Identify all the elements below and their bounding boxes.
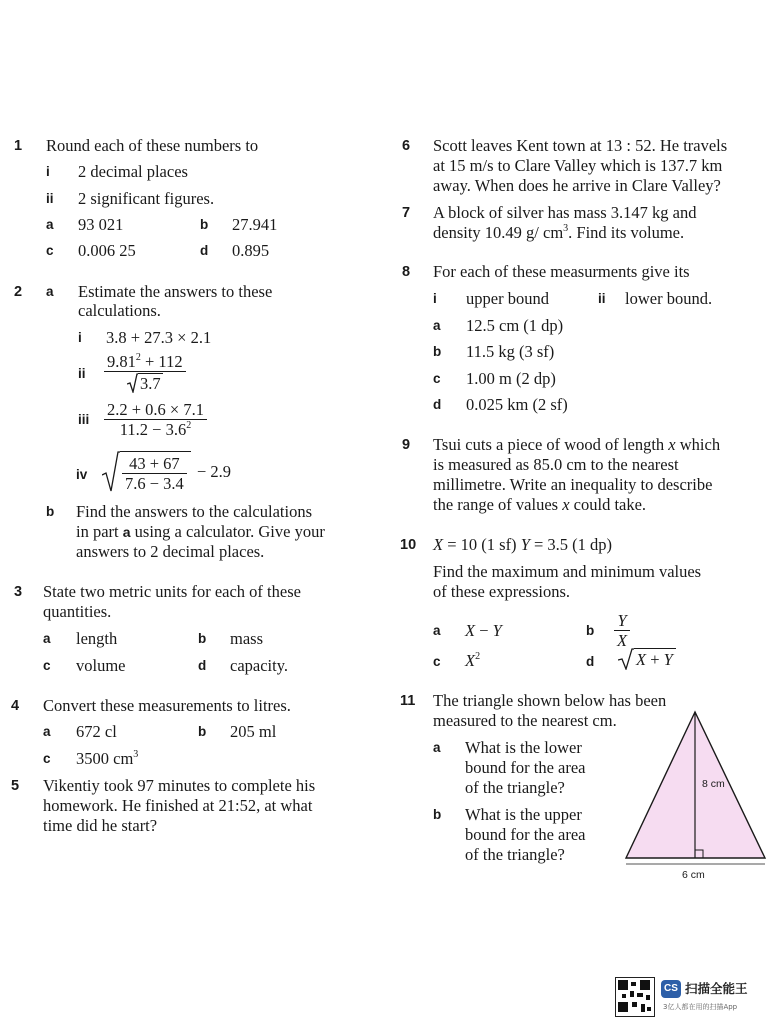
q1-part-ii-text: 2 significant figures. [78,189,215,208]
q3-d-label: d [198,658,207,673]
q10-b-label: b [586,623,595,638]
q10-a-expression: X − Y [465,621,502,640]
question-1-text: Round each of these numbers to [46,136,259,155]
q10-a-label: a [433,623,441,638]
q4-c-label: c [43,751,51,766]
q1-b-value: 27.941 [232,215,278,234]
watermark-app-name: 扫描全能王 [685,981,748,996]
q8-a-label: a [433,318,441,333]
question-9-text-line-2: is measured as 85.0 cm to the nearest [433,455,679,474]
q2-part-ii-fraction [104,352,186,393]
q1-part-i-text: 2 decimal places [78,162,188,181]
question-11-text-line-1: The triangle shown below has been [433,691,667,710]
question-5-number: 5 [11,778,20,794]
q2-b-text-line-3: answers to 2 decimal places. [76,542,265,561]
q8-d-value: 0.025 km (2 sf) [466,395,568,414]
q2-iv-numerator: 43 + 67 [122,454,187,474]
q2-a-label: a [46,284,54,299]
q3-b-label: b [198,631,207,646]
q1-d-label: d [200,243,209,258]
radical-sign-icon [618,648,634,670]
question-7-text-line-2: density 10.49 g/ $cm^3$. Find its volume. [433,223,685,242]
question-9-text-line-1: Tsui cuts a piece of wood of length x which [433,435,721,454]
question-9-text-line-4: the range of values x could take. [433,495,647,514]
q11-a-text-line-1: What is the lower [465,738,582,757]
q8-c-value: 1.00 m (2 dp) [466,369,556,388]
q3-a-value: length [76,629,118,648]
q2-ii-numerator-base: 9.81 [107,352,136,371]
q2-ii-numerator-tail: + 112 [140,352,183,371]
q2-a-text-line-2: calculations. [78,301,161,320]
q10-d-label: d [586,654,595,669]
q1-d-value: 0.895 [232,241,270,260]
question-4-text: Convert these measurements to litres. [43,696,291,715]
question-10-text-line-2: of these expressions. [433,582,571,601]
q11-a-label: a [433,740,441,755]
question-5-text-line-2: homework. He finished at 21:52, at what [43,796,313,815]
q3-c-label: c [43,658,51,673]
question-11-number: 11 [400,693,416,709]
q10-b-expression: $\frac{Y}{X}$ [614,611,630,650]
q2-b-text-line-1: Find the answers to the calculations [76,502,312,521]
q2-ii-sqrt [127,373,163,393]
q2-iii-denominator: 11.2 − 3.6 [119,420,187,439]
q8-part-ii-label: ii [598,291,606,306]
q2-b-label: b [46,504,55,519]
q11-b-text-line-3: of the triangle? [465,845,565,864]
q4-b-value: 205 ml [230,722,277,741]
q2-part-i-label: i [78,330,82,345]
triangle-diagram [620,706,768,890]
q2-iii-denominator-exponent: 2 [186,420,192,431]
question-6-text-line-2: at 15 m/s to Clare Valley which is 137.7 km [433,156,723,175]
q10-c-label: c [433,654,441,669]
question-2-number: 2 [14,284,23,300]
q2-part-iii-fraction [104,400,207,439]
question-11-text-line-2: measured to the nearest cm. [433,711,617,730]
q2-part-iv-label: iv [76,467,88,482]
q8-b-label: b [433,344,442,359]
question-9-text-line-3: millimetre. Write an inequality to describe [433,475,713,494]
q8-part-i-label: i [433,291,437,306]
q1-a-label: a [46,217,54,232]
q2-iii-numerator: 2.2 + 0.6 × 7.1 [104,400,207,420]
q8-c-label: c [433,371,441,386]
q11-a-text-line-2: bound for the area [465,758,586,777]
q11-b-text-line-2: bound for the area [465,825,586,844]
q2-iv-denominator: 7.6 − 3.4 [125,474,184,493]
q1-c-value: 0.006 25 [78,241,136,260]
q8-part-ii-text: lower bound. [625,289,713,308]
q11-a-text-line-3: of the triangle? [465,778,565,797]
q1-b-label: b [200,217,209,232]
question-6-text-line-3: away. When does he arrive in Clare Valley? [433,176,721,195]
question-6-number: 6 [402,138,411,154]
question-4-number: 4 [11,698,20,714]
question-5-text-line-1: Vikentiy took 97 minutes to complete his [43,776,316,795]
q2-iv-tail: − 2.9 [196,462,231,481]
q4-b-label: b [198,724,207,739]
triangle-height-label: 8 cm [702,778,725,790]
question-5-text-line-3: time did he start? [43,816,158,835]
q2-iv-sqrt [102,451,191,493]
camscanner-logo-icon: CS [661,980,681,998]
q4-a-value: 672 cl [76,722,117,741]
question-1-number: 1 [14,138,23,154]
radical-sign-icon [127,373,138,393]
q4-a-label: a [43,724,51,739]
q1-c-label: c [46,243,54,258]
q3-c-value: volume [76,656,126,675]
question-3-text-line-2: quantities. [43,602,112,621]
question-6-text-line-1: Scott leaves Kent town at 13 : 52. He travels [433,136,728,155]
q10-c-expression: $X^2$ [465,651,481,670]
radical-sign-icon [102,451,120,493]
q2-part-iv-expression [102,451,231,493]
q8-a-value: 12.5 cm (1 dp) [466,316,564,335]
q2-ii-numerator-exponent: 2 [135,352,141,363]
qr-code-icon [615,977,655,1017]
q2-ii-denominator: 3.7 [139,374,161,394]
q2-a-text-line-1: Estimate the answers to these [78,282,273,301]
q2-part-iii-label: iii [78,412,90,427]
q1-part-i-label: i [46,164,50,179]
question-7-number: 7 [402,205,411,221]
q3-b-value: mass [230,629,263,648]
question-10-text-line-1: Find the maximum and minimum values [433,562,702,581]
q2-part-i-expression: 3.8 + 27.3 × 2.1 [106,328,212,347]
question-7-text-line-1: A block of silver has mass 3.147 kg and [433,203,697,222]
watermark-subtitle: 3亿人都在用的扫描App [663,1003,738,1011]
q10-d-expression: X + Y [618,648,676,670]
q11-b-label: b [433,807,442,822]
q3-a-label: a [43,631,51,646]
q8-b-value: 11.5 kg (3 sf) [466,342,555,361]
question-8-text: For each of these measurments give its [433,262,690,281]
question-10-number: 10 [400,537,417,553]
q8-part-i-text: upper bound [466,289,549,308]
question-10-given: X = 10 (1 sf) Y = 3.5 (1 dp) [433,535,613,554]
q1-a-value: 93 021 [78,215,124,234]
q8-d-label: d [433,397,442,412]
q2-part-ii-label: ii [78,366,86,381]
q1-part-ii-label: ii [46,191,54,206]
q11-b-text-line-1: What is the upper [465,805,582,824]
question-9-number: 9 [402,437,411,453]
question-3-number: 3 [14,584,23,600]
question-3-text-line-1: State two metric units for each of these [43,582,301,601]
q2-b-text-line-2: in part a using a calculator. Give your [76,522,325,541]
q3-d-value: capacity. [230,656,289,675]
q4-c-value: 3500 $cm^3$ [76,749,139,768]
triangle-base-label: 6 cm [682,869,705,881]
question-8-number: 8 [402,264,411,280]
